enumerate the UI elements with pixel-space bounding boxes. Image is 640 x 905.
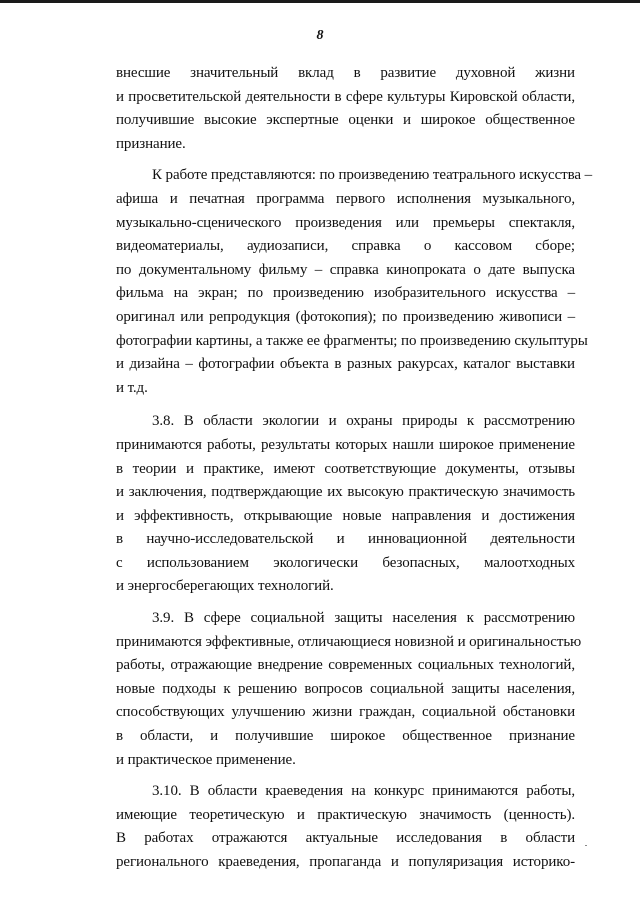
text-line: новые подходы к решению вопросов социальной защиты населения, xyxy=(116,680,575,697)
text-line: музыкально-сценического произведения или премьеры спектакля, xyxy=(116,214,575,231)
text-line: оригинал или репродукция (фотокопия); по произведению живописи – xyxy=(116,308,575,325)
text-line: в научно-исследовательской и инновационной деятельности xyxy=(116,531,575,548)
paragraph-section-3-8 xyxy=(116,410,575,599)
text-line: и т.д. xyxy=(116,379,148,396)
top-border-line xyxy=(0,0,640,3)
text-line: и практическое применение. xyxy=(116,751,296,768)
paragraph-section-3-10 xyxy=(116,780,575,874)
paragraph-section-3-9 xyxy=(116,607,582,772)
paragraph-submission-materials xyxy=(116,164,592,400)
text-line: способствующих улучшению жизни граждан, социальной обстановки xyxy=(116,704,575,721)
text-line: К работе представляются: по произведению театрального искусства – xyxy=(152,167,592,184)
text-line: и энергосберегающих технологий. xyxy=(116,578,334,595)
text-line: и просветительской деятельности в сфере культуры Кировской области, xyxy=(116,88,575,105)
paragraph-culture-continued xyxy=(116,62,575,156)
text-line: принимаются работы, результаты которых нашли широкое применение xyxy=(116,436,575,453)
text-line: в теории и практике, имеют соответствующие документы, отзывы xyxy=(116,460,575,477)
body-text xyxy=(116,62,592,883)
text-line: 3.9. В сфере социальной защиты населения к рассмотрению xyxy=(152,610,575,627)
page-number: 8 xyxy=(316,28,324,43)
text-line: и заключения, подтверждающие их высокую практическую значимость xyxy=(116,484,575,501)
text-line: и дизайна – фотографии объекта в разных ракурсах, каталог выставки xyxy=(116,356,575,373)
text-line: фотографии картины, а также ее фрагменты; по произведению скульптуры xyxy=(116,332,588,349)
text-line: 3.8. В области экологии и охраны природы к рассмотрению xyxy=(152,413,575,430)
text-line: и эффективность, открывающие новые направления и достижения xyxy=(116,507,575,524)
text-line: В работах отражаются актуальные исследования в области xyxy=(116,830,575,847)
text-line: в области, и получившие широкое общественное признание xyxy=(116,728,575,745)
text-line: с использованием экологически безопасных, малоотходных xyxy=(116,554,575,571)
text-line: внесшие значительный вклад в развитие духовной жизни xyxy=(116,65,575,81)
text-line: принимаются эффективные, отличающиеся новизной и оригинальностью xyxy=(116,633,582,650)
text-line: регионального краеведения, пропаганда и популяризация историко- xyxy=(116,854,575,870)
text-line: признание. xyxy=(116,135,186,152)
text-line: афиша и печатная программа первого исполнения музыкального, xyxy=(116,190,575,207)
text-line: имеющие теоретическую и практическую значимость (ценность). xyxy=(116,806,575,823)
text-line: получившие высокие экспертные оценки и широкое общественное xyxy=(116,112,575,129)
text-line: 3.10. В области краеведения на конкурс принимаются работы, xyxy=(152,783,575,800)
text-line: работы, отражающие внедрение современных социальных технологий, xyxy=(116,657,575,674)
text-line: по документальному фильму – справка кинопроката о дате выпуска xyxy=(116,261,575,278)
text-line: фильма на экран; по произведению изобразительного искусства – xyxy=(116,285,575,302)
scan-speck xyxy=(585,845,587,846)
text-line: видеоматериалы, аудиозаписи, справка о кассовом сборе; xyxy=(116,238,575,255)
